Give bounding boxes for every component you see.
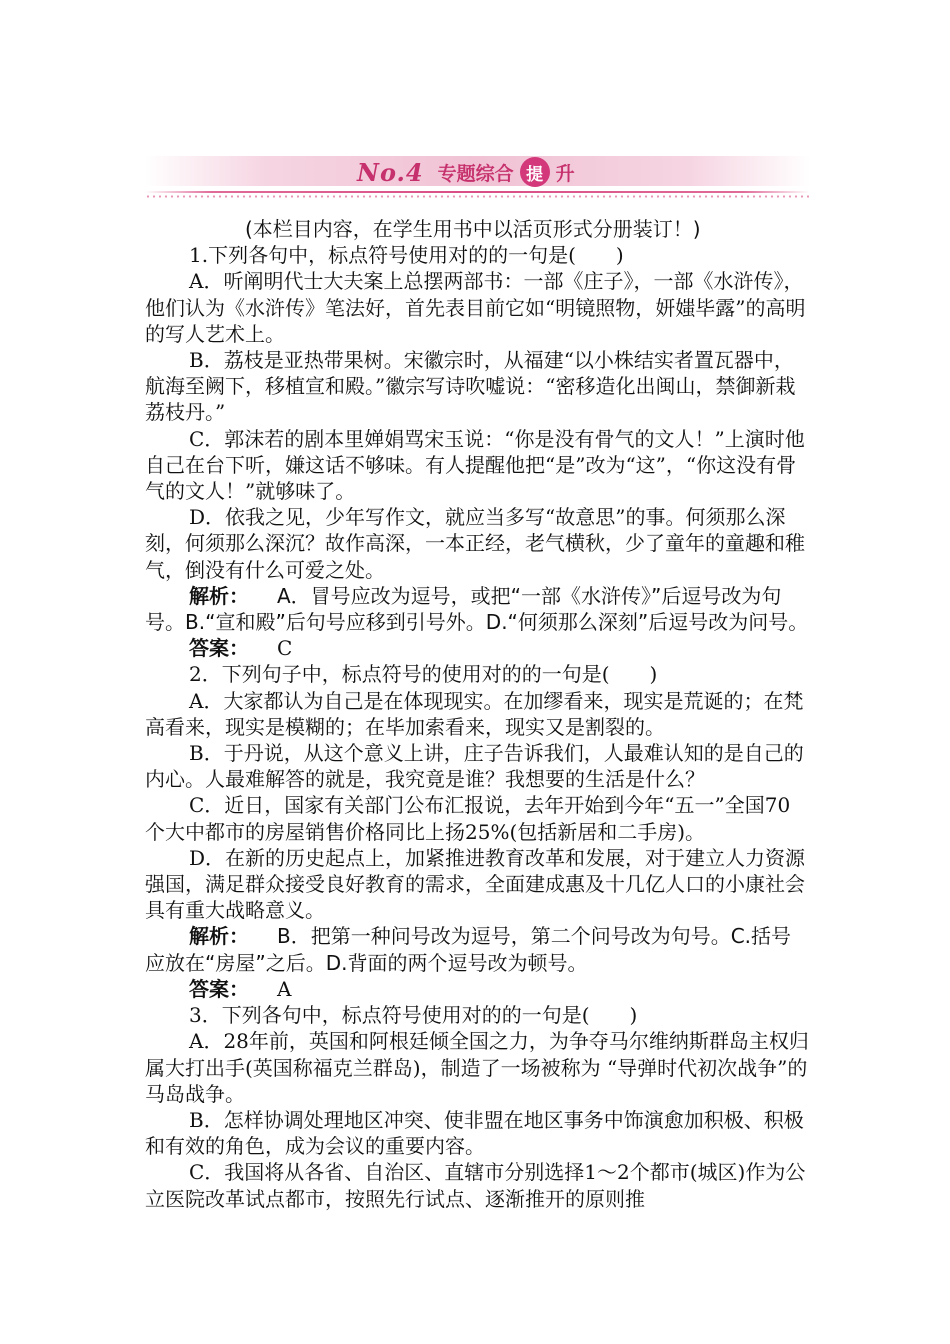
question-1-stem: 1.下列各句中，标点符号使用对的的一句是( ) xyxy=(189,243,624,268)
answer-label: 答案： xyxy=(189,636,249,661)
question-1-answer xyxy=(145,635,810,661)
binding-notice: (本栏目内容，在学生用书中以活页形式分册装订！) xyxy=(245,217,701,241)
answer-value: A xyxy=(277,976,292,1001)
question-2-option-c: C．近日，国家有关部门公布汇报说，去年开始到今年“五一”全国70个大中都市的房屋销售价格同比上扬25%(包括新居和二手房)。 xyxy=(145,793,791,844)
question-2-option-d: D．在新的历史起点上，加紧推进教育改革和发展，对于建立人力资源强国，满足群众接受良好教育的需求，全面建成惠及十几亿人口的小康社会具有重大战略意义。 xyxy=(145,845,806,923)
boost-badge-icon: 提 xyxy=(520,157,550,187)
question-1-analysis xyxy=(145,583,810,635)
answer-label: 答案： xyxy=(189,976,249,1001)
document-body xyxy=(145,216,810,1212)
question-3-option-a: A．28年前，英国和阿根廷倾全国之力，为争夺马尔维纳斯群岛主权归属大打出手(英国称福克兰群岛)，制造了一场被称为 “导弹时代初次战争”的马岛战争。 xyxy=(145,1029,809,1106)
question-2-answer xyxy=(145,976,810,1002)
analysis-label: 解析： xyxy=(189,583,249,608)
answer-value: C xyxy=(277,636,293,661)
question-1-option-a: A．听阐明代士大夫案上总摆两部书：一部《庄子》，一部《水浒传》，他们认为《水浒传》笔法好，首先表目前它如“明镜照物，妍媸毕露”的高明的写人艺术上。 xyxy=(145,269,806,346)
analysis-text: A．冒号应改为逗号，或把“一部《水浒传》”后逗号改为句号。B.“宣和殿”后句号应移到引号外。D.“何须那么深刻”后逗号改为问号。 xyxy=(145,583,809,635)
question-3-stem: 3．下列各句中，标点符号使用对的的一句是( ) xyxy=(189,1003,638,1028)
question-3-option-c: C．我国将从各省、自治区、直辖市分别选择1～2个都市(城区)作为公立医院改革试点都市，按照先行试点、逐渐推开的原则推 xyxy=(145,1160,806,1211)
section-topic-suffix: 升 xyxy=(555,162,575,185)
question-2-option-b: B．于丹说，从这个意义上讲，庄子告诉我们，人最难认知的是自己的内心。人最难解答的就是，我究竟是谁？我想要的生活是什么？ xyxy=(145,741,804,792)
question-1-option-c: C．郭沫若的剧本里婵娟骂宋玉说：“你是没有骨气的文人！”上演时他自己在台下听，嫌这话不够味。有人提醒他把“是”改为“这”，“你这没有骨气的文人！”就够味了。 xyxy=(145,426,805,504)
question-1-option-b: B．荔枝是亚热带果树。宋徽宗时，从福建“以小株结实者置瓦器中，航海至阙下，移植宣和殿。”徽宗写诗吹嘘说：“密移造化出闽山，禁御新栽荔枝丹。” xyxy=(145,348,796,425)
banner-title xyxy=(357,152,575,192)
question-1-option-d: D．依我之见，少年写作文，就应当多写“故意思”的事。何须那么深刻，何须那么深沉？故作高深，一本正经，老气横秋，少了童年的童趣和稚气，倒没有什么可爱之处。 xyxy=(145,505,805,582)
question-2-option-a: A．大家都认为自己是在体现现实。在加缪看来，现实是荒诞的；在梵高看来，现实是模糊的；在毕加索看来，现实又是割裂的。 xyxy=(145,688,804,739)
banner-dotted-line xyxy=(145,195,810,198)
analysis-label: 解析： xyxy=(189,924,249,949)
analysis-text: B．把第一种问号改为逗号，第二个问号改为句号。C.括号应放在“房屋”之后。D.背面的两个逗号改为顿号。 xyxy=(145,924,792,975)
section-topic: 专题综合 xyxy=(437,162,514,185)
question-3-option-b: B．怎样协调处理地区冲突、使非盟在地区事务中饰演愈加积极、积极和有效的角色，成为会议的重要内容。 xyxy=(145,1107,804,1159)
question-2-analysis xyxy=(145,923,810,975)
question-2-stem: 2．下列句子中，标点符号的使用对的的一句是( ) xyxy=(189,662,658,687)
section-number: No.4 xyxy=(357,157,424,187)
section-banner xyxy=(145,148,810,200)
